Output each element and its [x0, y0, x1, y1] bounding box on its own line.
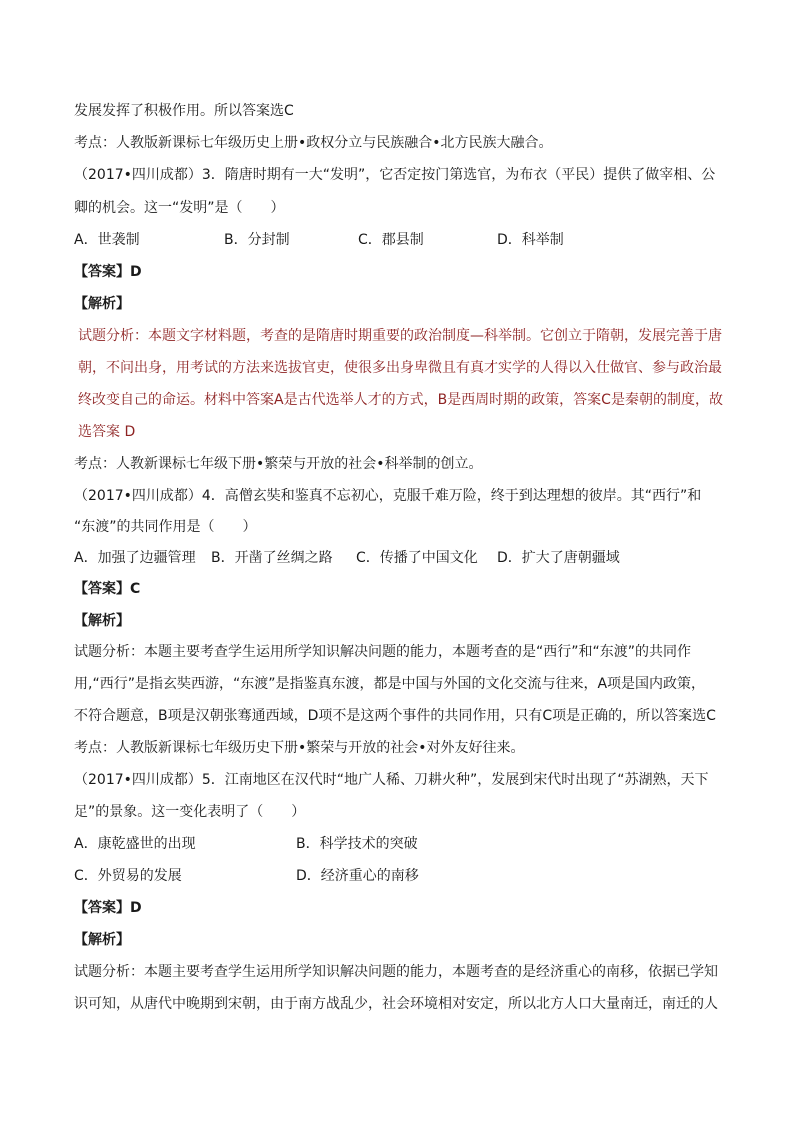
option-c: C．郡县制 — [358, 232, 424, 248]
question-3-stem: （2017•四川成都）3．隋唐时期有一大“发明”，它否定按门第选官，为布衣（平民）提供了做宰相、公 — [74, 167, 716, 183]
option-d: D．经济重心的南移 — [296, 868, 419, 884]
analysis-label: 【解析】 — [74, 932, 130, 948]
text-line: 发展发挥了积极作用。所以答案选C — [74, 103, 294, 119]
option-d: D．科举制 — [497, 232, 564, 248]
analysis-text: 选答案 D — [78, 424, 136, 440]
analysis-label: 【解析】 — [74, 613, 130, 629]
answer-label: 【答案】D — [74, 900, 142, 916]
option-b: B．科学技术的突破 — [296, 836, 418, 852]
option-a: A．康乾盛世的出现 — [74, 836, 196, 852]
analysis-text: 不符合题意，B项是汉朝张骞通西域，D项不是这两个事件的共同作用，只有C项是正确的，所以答案选C — [74, 708, 716, 724]
option-c: C．传播了中国文化 — [356, 550, 478, 566]
option-b: B．开凿了丝绸之路 — [211, 550, 333, 566]
analysis-text: 用,“西行”是指玄奘西游，“东渡”是指鉴真东渡，都是中国与外国的文化交流与往来，A项是国内政策， — [74, 676, 706, 692]
analysis-text: 识可知，从唐代中晚期到宋朝，由于南方战乱少，社会环境相对安定，所以北方人口大量南迁，南迁的人 — [74, 996, 718, 1012]
topic-line: 考点：人教新课标七年级下册•繁荣与开放的社会•科举制的创立。 — [74, 456, 483, 472]
question-4-stem: （2017•四川成都）4．高僧玄奘和鉴真不忘初心，克服千难万险，终于到达理想的彼岸。其“西行”和 — [74, 488, 702, 504]
analysis-text: 试题分析：本题主要考查学生运用所学知识解决问题的能力，本题考查的是“西行”和“东渡”的共同作 — [74, 644, 692, 660]
question-5-stem: （2017•四川成都）5．江南地区在汉代时“地广人稀、刀耕火种”，发展到宋代时出现了“苏湖熟，天下 — [74, 772, 709, 788]
analysis-label: 【解析】 — [74, 296, 130, 312]
topic-line: 考点：人教版新课标七年级历史下册•繁荣与开放的社会•对外友好往来。 — [74, 740, 525, 756]
answer-label: 【答案】D — [74, 264, 142, 280]
option-c: C．外贸易的发展 — [74, 868, 182, 884]
topic-line: 考点：人教版新课标七年级历史上册•政权分立与民族融合•北方民族大融合。 — [74, 135, 553, 151]
option-d: D．扩大了唐朝疆域 — [497, 550, 620, 566]
question-5-stem-cont: 足”的景象。这一变化表明了（ ） — [74, 804, 306, 820]
analysis-text: 朝，不问出身，用考试的方法来选拔官吏，使很多出身卑微且有真才实学的人得以入仕做官、参与政治最 — [78, 360, 722, 376]
analysis-text: 试题分析：本题文字材料题，考查的是隋唐时期重要的政治制度—科举制。它创立于隋朝，发展完善于唐 — [78, 328, 722, 344]
answer-label: 【答案】C — [74, 581, 141, 597]
option-b: B．分封制 — [224, 232, 290, 248]
analysis-text: 试题分析：本题主要考查学生运用所学知识解决问题的能力，本题考查的是经济重心的南移，依据已学知 — [74, 964, 718, 980]
option-a: A．世袭制 — [74, 232, 140, 248]
question-4-stem-cont: “东渡”的共同作用是（ ） — [74, 519, 257, 535]
analysis-text: 终改变自己的命运。材料中答案A是古代选举人才的方式，B是西周时期的政策，答案C是秦朝的制度，故 — [78, 392, 723, 408]
question-3-stem-cont: 卿的机会。这一“发明”是（ ） — [74, 200, 285, 216]
option-a: A．加强了边疆管理 — [74, 550, 196, 566]
